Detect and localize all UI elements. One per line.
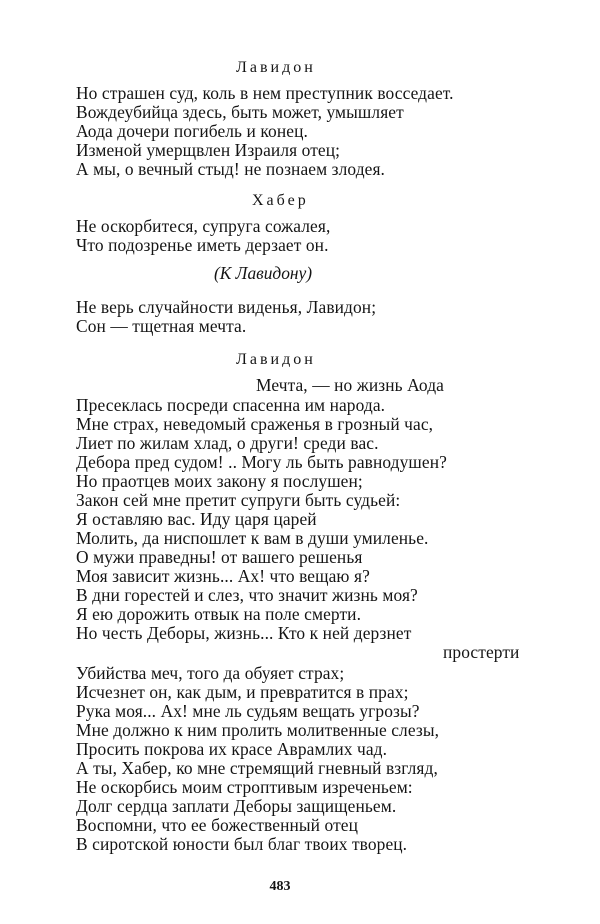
verse-line: Что подозренье иметь дерзает он. bbox=[76, 235, 329, 255]
verse-line: О мужи праведны! от вашего решенья bbox=[76, 547, 363, 567]
page-number: 483 bbox=[269, 879, 291, 894]
verse-line: Сон — тщетная мечта. bbox=[76, 316, 247, 336]
verse-line: Я оставляю вас. Иду царя царей bbox=[76, 509, 317, 529]
verse-line: Но честь Деборы, жизнь... Кто к ней дерзнет bbox=[76, 623, 412, 643]
verse-line: Молить, да ниспошлет к вам в души умиленье. bbox=[76, 528, 429, 548]
verse-overflow-word: простерти bbox=[443, 642, 520, 662]
verse-line: Не оскорбитеся, супруга сожалея, bbox=[76, 216, 331, 236]
verse-line: Мне страх, неведомый сраженья в грозный час, bbox=[76, 414, 434, 434]
speaker-name: Лавидон bbox=[236, 59, 316, 76]
speaker-name: Хабер bbox=[252, 192, 309, 209]
verse-line: Не оскорбись моим строптивым изреченьем: bbox=[76, 777, 413, 797]
verse-line: Я ею дорожить отвык на поле смерти. bbox=[76, 604, 362, 624]
verse-line: Вождеубийца здесь, быть может, умышляет bbox=[76, 102, 404, 122]
verse-line: А ты, Хабер, ко мне стремящий гневный взгляд, bbox=[76, 758, 438, 778]
verse-line: Но праотцев моих закону я послушен; bbox=[76, 471, 363, 491]
verse-line: Не верь случайности виденья, Лавидон; bbox=[76, 297, 377, 317]
verse-line: Лиет по жилам хлад, о други! среди вас. bbox=[76, 433, 379, 453]
stage-direction: (К Лавидону) bbox=[214, 263, 313, 283]
verse-line: Исчезнет он, как дым, и превратится в прах; bbox=[76, 682, 409, 702]
verse-line: Аода дочери погибель и конец. bbox=[76, 121, 308, 141]
verse-line: Изменой умерщвлен Израиля отец; bbox=[76, 140, 341, 160]
verse-line: Убийства меч, того да обуяет страх; bbox=[76, 663, 345, 683]
verse-line-continued: Мечта, — но жизнь Аода bbox=[256, 375, 444, 395]
verse-line: Долг сердца заплати Деборы защищеньем. bbox=[76, 796, 397, 816]
verse-line: Воспомни, что ее божественный отец bbox=[76, 815, 359, 835]
verse-line: В сиротской юности был благ твоих творец. bbox=[76, 834, 408, 854]
verse-line: Моя зависит жизнь... Ах! что вещаю я? bbox=[76, 566, 370, 586]
verse-line: Пресеклась посреди спасенна им народа. bbox=[76, 395, 386, 415]
verse-line: В дни горестей и слез, что значит жизнь моя? bbox=[76, 585, 418, 605]
verse-line: Рука моя... Ах! мне ль судьям вещать угрозы? bbox=[76, 701, 420, 721]
speaker-name: Лавидон bbox=[236, 351, 316, 368]
verse-line: Просить покрова их красе Аврамлих чад. bbox=[76, 739, 388, 759]
verse-line: Мне должно к ним пролить молитвенные слезы, bbox=[76, 720, 440, 740]
verse-line: А мы, о вечный стыд! не познаем злодея. bbox=[76, 159, 386, 179]
verse-line: Закон сей мне претит супруги быть судьей: bbox=[76, 490, 401, 510]
verse-line: Дебора пред судом! .. Могу ль быть равнодушен? bbox=[76, 452, 447, 472]
verse-line: Но страшен суд, коль в нем преступник восседает. bbox=[76, 83, 454, 103]
